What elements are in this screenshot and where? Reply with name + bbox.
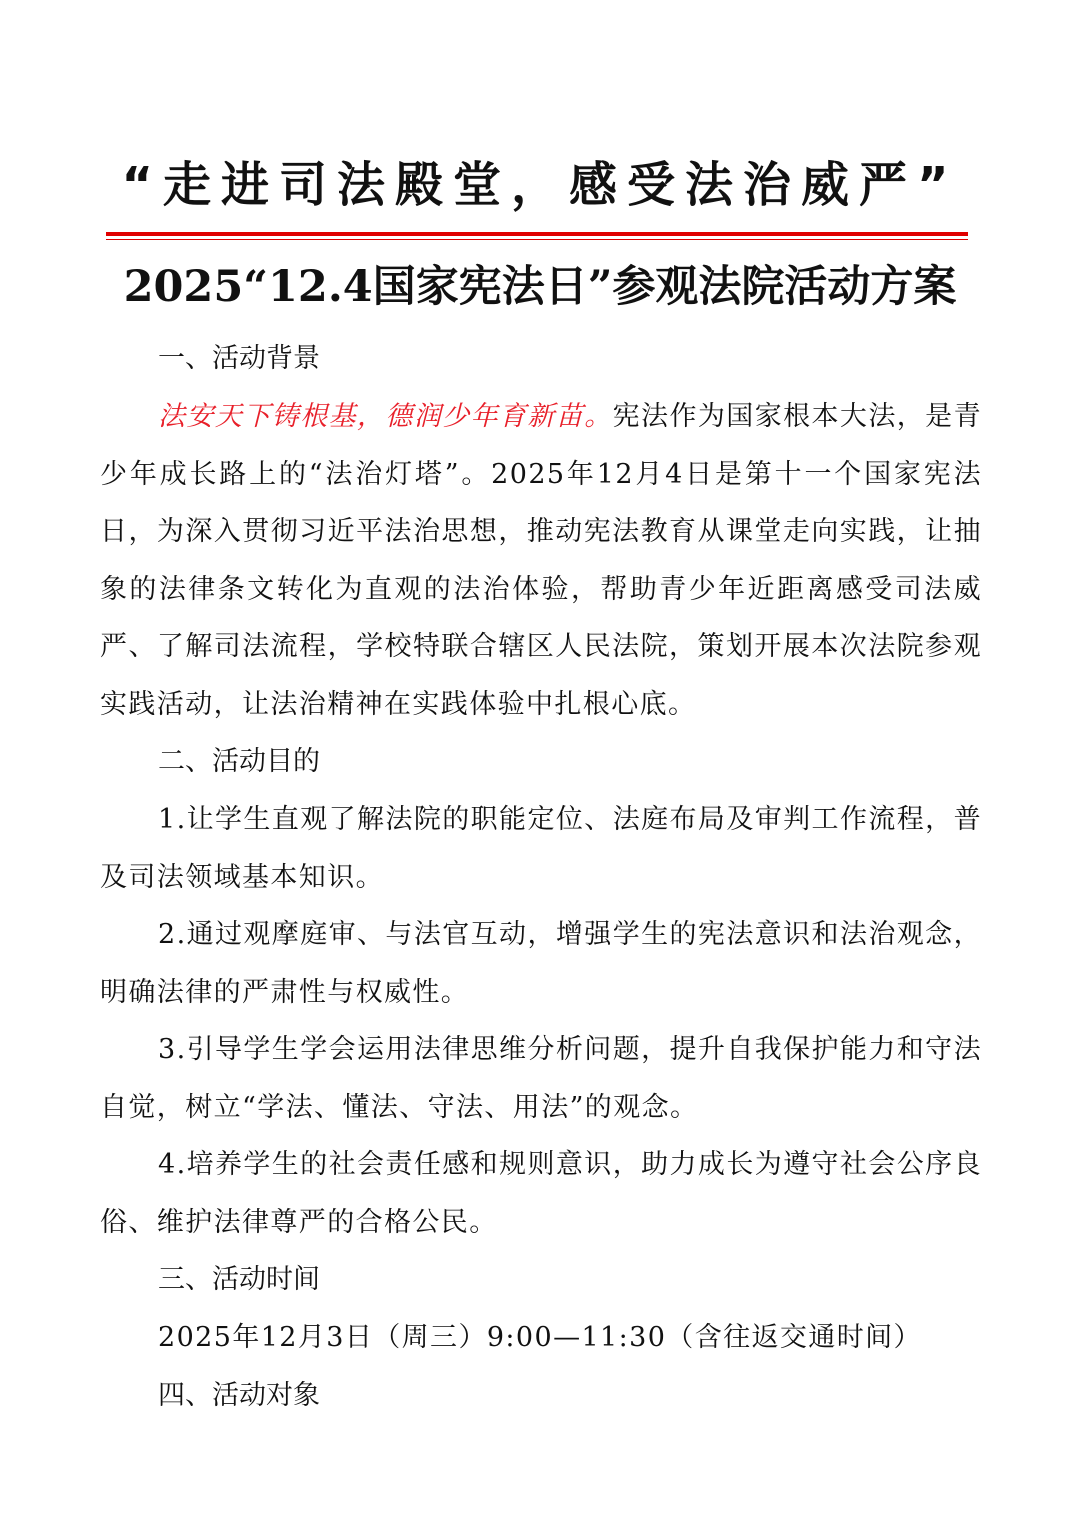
purpose-item-4: 4.培养学生的社会责任感和规则意识，助力成长为遵守社会公序良俗、维护法律尊严的合格公民。 (100, 1149, 982, 1238)
section-heading-target: 四、活动对象 (158, 1379, 320, 1411)
title-divider-thick (106, 232, 968, 236)
background-lead-slogan: 法安天下铸根基，德润少年育新苗。 (158, 401, 613, 432)
time-paragraph: 2025年12月3日（周三）9:00—11:30（含往返交通时间） (158, 1322, 922, 1353)
section-heading-time: 三、活动时间 (158, 1264, 320, 1295)
section-heading-purpose: 二、活动目的 (158, 746, 320, 777)
purpose-item-3: 3.引导学生学会运用法律思维分析问题，提升自我保护能力和守法自觉，树立“学法、懂法、守法、用法”的观念。 (100, 1034, 982, 1123)
main-title: “走进司法殿堂，感受法治威严” (121, 157, 959, 213)
sub-title: 2025“12.4国家宪法日”参观法院活动方案 (123, 262, 957, 312)
document-body (100, 330, 982, 1425)
section-heading-background: 一、活动背景 (158, 343, 320, 374)
title-divider-thin (106, 239, 968, 240)
background-body-text: 宪法作为国家根本大法，是青少年成长路上的“法治灯塔”。2025年12月4日是第十一个国家宪法日，为深入贯彻习近平法治思想，推动宪法教育从课堂走向实践，让抽象的法律条文转化为直观的法治体验，帮助青少年近距离感受司法威严、了解司法流程，学校特联合辖区人民法院，策划开展本次法院参观实践活动，让法治精神在实践体验中扎根心底。 (100, 401, 982, 720)
purpose-item-1: 1.让学生直观了解法院的职能定位、法庭布局及审判工作流程，普及司法领域基本知识。 (100, 804, 982, 893)
background-paragraph (100, 388, 982, 733)
purpose-item-2: 2.通过观摩庭审、与法官互动，增强学生的宪法意识和法治观念，明确法律的严肃性与权威性。 (100, 919, 982, 1008)
